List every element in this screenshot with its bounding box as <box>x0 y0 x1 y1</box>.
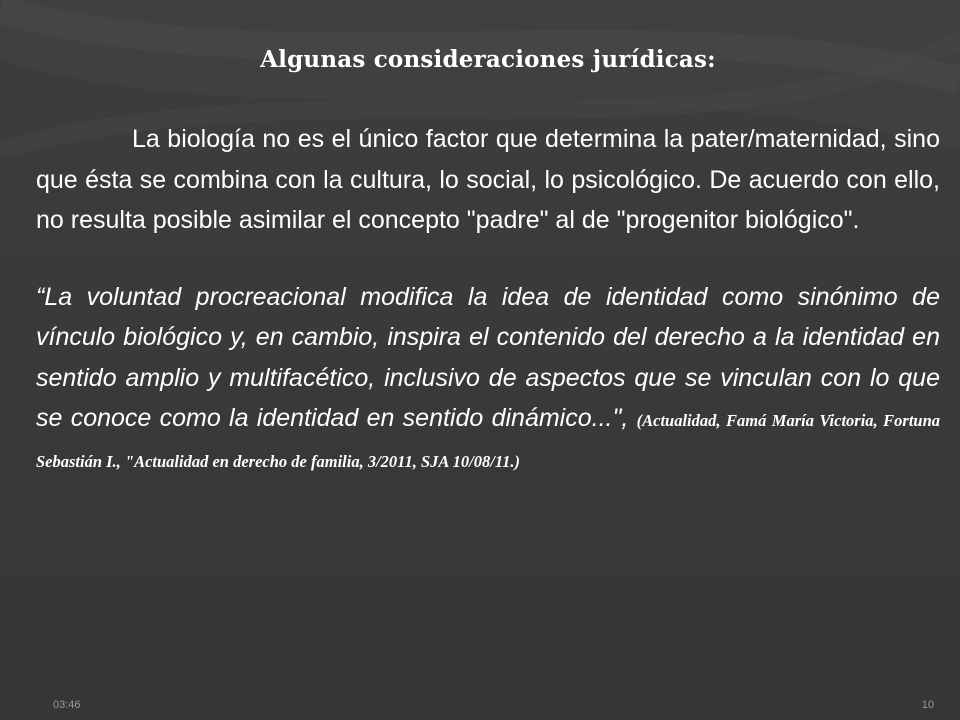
quote-citation: (Actualidad, Famá María Victoria, Fortuna Sebastián I., "Actualidad en derecho de familia, 3/2011, SJA 10/08/11.) <box>36 411 941 471</box>
paragraph-gap <box>36 241 940 277</box>
paragraph-text: La biología no es el único factor que determina la pater/maternidad, sino que ésta se combina con la cultura, lo social, lo psicológico. De acuerdo con ello, no resulta posible asimilar el concepto "padre" al de "progenitor biológico". <box>36 125 940 234</box>
footer-time: 03:46 <box>53 699 81 711</box>
quote-paragraph <box>36 277 940 480</box>
body-paragraph <box>36 119 940 241</box>
page-number: 10 <box>921 699 934 711</box>
slide-title: Algunas consideraciones jurídicas: <box>260 46 716 73</box>
quote-text: “La voluntad procreacional modifica la idea de identidad como sinónimo de vínculo biológico y, en cambio, inspira el contenido del derecho a la identidad en sentido amplio y multifacético, inclusivo de aspectos que se vinculan con lo que se conoce como la identidad en sentido dinámico...", <box>36 282 940 432</box>
slide-content <box>36 46 940 479</box>
